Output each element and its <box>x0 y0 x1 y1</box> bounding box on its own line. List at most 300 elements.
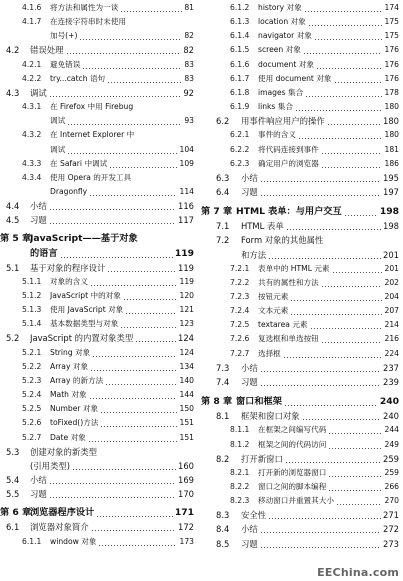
toc-leader-dots <box>285 462 381 463</box>
toc-page-number: 109 <box>179 158 194 168</box>
toc-leader-dots <box>91 530 176 531</box>
toc-leader-dots <box>92 356 177 357</box>
toc-leader-dots <box>49 497 176 498</box>
toc-title: 将代码连接到事件 <box>258 144 319 154</box>
toc-entry <box>0 143 196 157</box>
toc-leader-dots <box>90 370 177 371</box>
toc-entry <box>201 508 401 522</box>
toc-title: navigator 对象 <box>258 31 312 41</box>
toc-leader-dots <box>109 167 177 168</box>
toc-page-number: 270 <box>384 496 399 506</box>
toc-entry <box>201 86 401 100</box>
toc-chapter-row <box>0 232 196 246</box>
toc-entry <box>201 304 401 318</box>
toc-chapter-row <box>201 395 401 409</box>
toc-title: JavaScript 中的对象 <box>50 291 121 300</box>
toc-number: 6.3 <box>216 172 230 183</box>
toc-entry <box>201 438 401 452</box>
toc-title: try...catch 语句 <box>50 73 106 83</box>
toc-page-number: 169 <box>178 474 194 485</box>
toc-title: 按钮元素 <box>258 292 289 301</box>
toc-number: 5.1.1 <box>22 276 42 286</box>
toc-title: (引用类型) <box>30 460 71 471</box>
toc-number: 8.2 <box>216 453 230 464</box>
toc-leader-dots <box>332 272 382 273</box>
toc-title: 在框架之间编写代码 <box>258 425 327 435</box>
toc-leader-dots <box>310 328 382 329</box>
toc-number: 5.2.3 <box>22 375 42 385</box>
toc-leader-dots <box>260 181 381 182</box>
toc-title: 对象的含义 <box>50 276 88 286</box>
toc-number: 5.1.4 <box>22 319 42 329</box>
toc-title: screen 对象 <box>258 45 301 55</box>
toc-page-number: 214 <box>384 320 399 330</box>
toc-title: 窗口和框架 <box>236 396 282 408</box>
toc-page-number: 224 <box>384 348 399 358</box>
toc-number: 8.2.1 <box>230 467 250 477</box>
toc-page-number: 151 <box>179 432 194 442</box>
toc-title: 小结 <box>241 524 258 535</box>
toc-entry <box>0 317 196 331</box>
toc-chapter-row <box>0 247 196 261</box>
toc-leader-dots <box>328 476 382 477</box>
toc-title: 在连接字符串时未使用 <box>50 17 126 27</box>
toc-title: 习题 <box>241 186 258 197</box>
toc-leader-dots <box>344 215 378 216</box>
toc-page-number: 93 <box>184 116 194 126</box>
toc-leader-dots <box>105 384 177 385</box>
toc-title: 用事件响应用户的操作 <box>241 116 325 127</box>
toc-title: 确定用户的浏览器 <box>258 158 319 168</box>
toc-number: 5.3 <box>6 446 20 457</box>
toc-entry <box>201 72 401 86</box>
toc-entry <box>201 347 401 361</box>
toc-entry <box>201 452 401 466</box>
toc-page-number: 201 <box>384 263 399 273</box>
toc-leader-dots <box>327 124 381 125</box>
toc-entry <box>0 473 196 487</box>
toc-page-number: 198 <box>379 206 399 218</box>
toc-leader-dots <box>89 398 177 399</box>
toc-entry <box>0 43 196 57</box>
toc-number: 7.2.2 <box>230 277 250 287</box>
toc-page-number: 239 <box>383 376 399 387</box>
toc-number: 8.5 <box>216 538 230 549</box>
toc-number: 5.1.2 <box>22 291 42 300</box>
toc-entry <box>0 100 196 114</box>
toc-page-number: 120 <box>179 291 194 300</box>
toc-entry <box>201 494 401 508</box>
toc-title: JavaScript 的内置对象类型 <box>30 333 134 344</box>
toc-number: 4.4 <box>6 201 20 212</box>
toc-leader-dots <box>314 39 382 40</box>
toc-leader-dots <box>96 516 173 517</box>
toc-leader-dots <box>67 124 182 125</box>
toc-leader-dots <box>82 68 182 69</box>
toc-entry <box>201 276 401 290</box>
toc-leader-dots <box>72 469 176 470</box>
toc-leader-dots <box>49 223 176 224</box>
toc-page-number: 150 <box>179 404 194 414</box>
toc-number: 5.4 <box>6 474 20 485</box>
toc-entry <box>201 233 401 247</box>
toc-number: 8.1 <box>216 411 230 422</box>
toc-entry <box>201 114 401 128</box>
toc-leader-dots <box>49 483 176 484</box>
toc-entry <box>0 402 196 416</box>
toc-title: 安全性 <box>241 510 267 521</box>
toc-number: 6.1.2 <box>230 3 250 12</box>
toc-entry <box>201 43 401 57</box>
toc-title: 共有的属性和方法 <box>258 277 319 287</box>
toc-page-number: 259 <box>384 467 399 477</box>
toc-title: 复选框和单选按钮 <box>258 334 319 344</box>
toc-page-number: 240 <box>383 411 399 422</box>
toc-page-number: 134 <box>179 361 194 371</box>
toc-number: 7.3 <box>216 362 230 373</box>
toc-title: textarea 元素 <box>258 320 308 330</box>
toc-leader-dots <box>308 25 382 26</box>
toc-leader-dots <box>303 53 382 54</box>
toc-leader-dots <box>88 441 177 442</box>
toc-title: 在 Firefox 中用 Firebug <box>50 102 134 112</box>
toc-leader-dots <box>120 327 177 328</box>
toc-leader-dots <box>120 11 182 12</box>
toc-number: 4.1.6 <box>22 3 42 12</box>
toc-leader-dots <box>268 258 381 259</box>
toc-leader-dots <box>260 532 381 533</box>
toc-page-number: 180 <box>383 116 399 127</box>
toc-page-number: 273 <box>383 538 399 549</box>
toc-leader-dots <box>49 96 181 97</box>
toc-entry <box>0 360 196 374</box>
toc-number: 4.3.4 <box>22 172 42 182</box>
toc-number: 第 8 章 <box>201 396 233 408</box>
toc-page-number: 181 <box>384 144 399 154</box>
toc-entry <box>201 171 401 185</box>
toc-entry <box>0 213 196 227</box>
toc-page-number: 244 <box>384 425 399 435</box>
toc-entry <box>0 346 196 360</box>
toc-title: Math 对象 <box>50 390 87 400</box>
toc-number: 4.2.1 <box>22 59 42 69</box>
toc-entry <box>0 289 196 303</box>
toc-title: 和方法 <box>241 249 267 260</box>
toc-leader-dots <box>321 342 382 343</box>
toc-page-number: 176 <box>384 73 399 83</box>
toc-entry <box>0 114 196 128</box>
watermark: EEChina.com <box>317 566 399 579</box>
toc-entry <box>201 423 401 437</box>
toc-number: 6.1.1 <box>22 536 42 546</box>
toc-entry <box>201 522 401 536</box>
toc-page-number: 271 <box>383 510 399 521</box>
toc-title: JavaScript——基于对象 <box>30 233 138 245</box>
toc-entry <box>201 290 401 304</box>
toc-number: 7.2.3 <box>230 292 250 301</box>
toc-entry <box>0 303 196 317</box>
toc-title: Array 的新方法 <box>50 375 104 385</box>
toc-leader-dots <box>316 68 382 69</box>
toc-number: 7.2.4 <box>230 306 250 316</box>
toc-number: 6.2.2 <box>230 144 250 154</box>
toc-title: Number 对象 <box>50 404 99 414</box>
toc-number: 6.1.4 <box>230 31 250 41</box>
toc-title: 基本数据类型与对象 <box>50 319 119 329</box>
toc-title: 框架之间的代码访问 <box>258 439 327 449</box>
toc-page-number: 186 <box>384 158 399 168</box>
toc-entry <box>201 1 401 15</box>
toc-number: 6.1.5 <box>230 45 250 55</box>
toc-entry <box>0 431 196 445</box>
toc-title: 习题 <box>30 215 47 226</box>
toc-number: 6.1.9 <box>230 102 250 112</box>
toc-title: 在 Internet Explorer 中 <box>50 130 135 140</box>
toc-leader-dots <box>98 545 177 546</box>
toc-page-number: 81 <box>184 3 194 12</box>
toc-chapter-row <box>201 205 401 219</box>
toc-leader-dots <box>49 209 176 210</box>
toc-entry <box>201 157 401 171</box>
toc-number: 6.1.6 <box>230 59 250 69</box>
toc-leader-dots <box>286 229 381 230</box>
toc-entry <box>0 261 196 275</box>
toc-page-number: 201 <box>383 249 399 260</box>
toc-leader-dots <box>123 299 177 300</box>
toc-page-number: 170 <box>178 489 194 500</box>
toc-page-number: 83 <box>184 73 194 83</box>
toc-title: 习题 <box>241 538 258 549</box>
toc-leader-dots <box>260 371 381 372</box>
toc-number: 第 5 章 <box>0 233 32 245</box>
toc-title: 加号(+) <box>50 31 78 41</box>
toc-entry <box>201 361 401 375</box>
toc-title: 事件的含义 <box>258 130 296 140</box>
toc-leader-dots <box>305 96 382 97</box>
toc-title: 小结 <box>241 362 258 373</box>
toc-number: 8.1.2 <box>230 439 250 449</box>
toc-leader-dots <box>328 490 382 491</box>
toc-entry <box>0 520 196 534</box>
toc-entry <box>201 466 401 480</box>
toc-page-number: 237 <box>383 362 399 373</box>
toc-title: Form 对象的其他属性 <box>241 235 324 246</box>
toc-title: HTML 表单 <box>241 221 284 232</box>
toc-leader-dots <box>67 153 177 154</box>
toc-number: 8.1.1 <box>230 425 250 435</box>
toc-number: 4.5 <box>6 215 20 226</box>
toc-page-number: 174 <box>384 3 399 12</box>
toc-entry <box>0 459 196 473</box>
toc-number: 8.3 <box>216 510 230 521</box>
toc-leader-dots <box>107 271 176 272</box>
toc-entry <box>201 143 401 157</box>
toc-leader-dots <box>336 504 382 505</box>
toc-page-number: 240 <box>379 396 399 408</box>
toc-number: 4.1.7 <box>22 17 42 27</box>
toc-title: 的语言 <box>30 247 58 259</box>
toc-page-number: 198 <box>383 221 399 232</box>
toc-title: document 对象 <box>258 59 314 69</box>
toc-title: 小结 <box>30 474 47 485</box>
toc-entry <box>0 171 196 185</box>
toc-title: location 对象 <box>258 17 306 27</box>
toc-page-number: 119 <box>178 262 194 273</box>
toc-number: 5.2 <box>6 333 20 344</box>
toc-number: 6.2.1 <box>230 130 250 140</box>
toc-page-number: 202 <box>384 277 399 287</box>
toc-entry <box>0 199 196 213</box>
toc-number: 7.2.6 <box>230 334 250 344</box>
toc-page-number: 204 <box>384 292 399 301</box>
toc-entry <box>201 332 401 346</box>
toc-page-number: 175 <box>384 17 399 27</box>
toc-entry <box>0 535 196 549</box>
toc-page-number: 119 <box>174 247 194 259</box>
toc-title: 将方法和属性为一谈 <box>50 3 119 12</box>
toc-number: 7.2.1 <box>230 263 250 273</box>
toc-title: 浏览器对象简介 <box>30 522 89 533</box>
toc-entry <box>0 487 196 501</box>
toc-number: 8.4 <box>216 524 230 535</box>
toc-title: 移动窗口并重置其大小 <box>258 496 334 506</box>
toc-page-number: 216 <box>384 334 399 344</box>
toc-title: 小结 <box>241 172 258 183</box>
toc-number: 4.3.3 <box>22 158 42 168</box>
toc-page-number: 124 <box>178 333 194 344</box>
toc-title: 错误处理 <box>30 45 64 56</box>
toc-number: 4.3.2 <box>22 130 42 140</box>
toc-page-number: 207 <box>384 306 399 316</box>
toc-number: 5.2.7 <box>22 432 42 442</box>
toc-number: 5.1.3 <box>22 305 42 315</box>
toc-page-number: 195 <box>383 172 399 183</box>
toc-number: 8.2.3 <box>230 496 250 506</box>
toc-entry <box>0 86 196 100</box>
toc-entry <box>0 29 196 43</box>
toc-page-number: 173 <box>179 536 194 546</box>
toc-entry <box>201 58 401 72</box>
toc-title: 小结 <box>30 201 47 212</box>
toc-title: HTML 表单：与用户交互 <box>236 206 342 218</box>
toc-leader-dots <box>290 300 382 301</box>
toc-page-number: 171 <box>174 507 194 519</box>
toc-number: 第 7 章 <box>201 206 233 218</box>
toc-leader-dots <box>283 357 382 358</box>
toc-page-number: 160 <box>178 460 194 471</box>
toc-entry <box>201 15 401 29</box>
toc-page-number: 176 <box>384 59 399 69</box>
toc-page-number: 180 <box>384 130 399 140</box>
toc-number: 6.1.3 <box>230 17 250 27</box>
toc-entry <box>0 331 196 345</box>
toc-title: 使用 document 对象 <box>258 73 332 83</box>
toc-title: 表单中的 HTML 元素 <box>258 263 330 273</box>
toc-title: 文本元素 <box>258 306 289 316</box>
toc-page-number: 197 <box>383 186 399 197</box>
toc-page-number: 117 <box>178 215 194 226</box>
toc-number: 7.2 <box>216 235 230 246</box>
toc-number: 4.2.2 <box>22 73 42 83</box>
toc-leader-dots <box>284 405 378 406</box>
toc-number: 6.1 <box>6 522 20 533</box>
toc-number: 5.2.2 <box>22 361 42 371</box>
toc-leader-dots <box>107 82 182 83</box>
toc-entry <box>201 219 401 233</box>
toc-title: 浏览器程序设计 <box>30 507 95 519</box>
toc-leader-dots <box>334 82 382 83</box>
toc-entry <box>201 262 401 276</box>
toc-number: 4.3.1 <box>22 102 42 112</box>
toc-title: 使用 JavaScript 对象 <box>50 305 124 315</box>
toc-leader-dots <box>100 426 177 427</box>
toc-entry <box>0 416 196 430</box>
toc-title: 习题 <box>241 376 258 387</box>
toc-number: 第 6 章 <box>0 507 32 519</box>
toc-leader-dots <box>321 167 382 168</box>
toc-leader-dots <box>295 110 382 111</box>
toc-title: 选择框 <box>258 348 281 358</box>
toc-leader-dots <box>260 195 381 196</box>
toc-title: 创建对象的新类型 <box>30 446 97 457</box>
toc-number: 5.5 <box>6 489 20 500</box>
toc-title: 调试 <box>50 144 66 154</box>
toc-leader-dots <box>79 39 182 40</box>
toc-title: 调试 <box>30 87 47 98</box>
toc-number: 6.1.8 <box>230 87 250 97</box>
toc-leader-dots <box>260 547 381 548</box>
toc-leader-dots <box>328 448 382 449</box>
toc-leader-dots <box>321 286 382 287</box>
toc-number: 5.2.4 <box>22 390 42 400</box>
toc-page-number: 92 <box>183 87 194 98</box>
toc-number: 5.2.5 <box>22 404 42 414</box>
toc-number: 6.2.3 <box>230 158 250 168</box>
toc-entry <box>0 128 196 142</box>
toc-title: 习题 <box>30 489 47 500</box>
toc-leader-dots <box>260 385 381 386</box>
toc-entry <box>0 445 196 459</box>
toc-entry <box>201 29 401 43</box>
toc-entry <box>0 72 196 86</box>
toc-number: 7.2.5 <box>230 320 250 330</box>
toc-number: 5.1 <box>6 262 20 273</box>
toc-entry <box>201 128 401 142</box>
toc-title: 调试 <box>50 116 66 126</box>
toc-page-number: 82 <box>183 45 194 56</box>
toc-page-number: 266 <box>384 481 399 491</box>
toc-page-number: 144 <box>179 390 194 400</box>
toc-page-number: 151 <box>179 418 194 428</box>
toc-page-number: 123 <box>179 319 194 329</box>
toc-page-number: 124 <box>179 347 194 357</box>
toc-title: history 对象 <box>258 3 302 12</box>
toc-leader-dots <box>298 138 382 139</box>
toc-title: images 集合 <box>258 87 304 97</box>
toc-title: Dragonfly <box>50 186 88 196</box>
toc-entry <box>201 318 401 332</box>
toc-leader-dots <box>321 153 382 154</box>
toc-page-number: 83 <box>184 59 194 69</box>
toc-title: 框架和窗口对象 <box>241 411 300 422</box>
toc-entry <box>201 248 401 262</box>
toc-page-number: 178 <box>384 87 399 97</box>
toc-page-number: 175 <box>384 31 399 41</box>
toc-number: 4.2 <box>6 45 20 56</box>
toc-number: 6.4 <box>216 186 230 197</box>
toc-page-number: 259 <box>383 453 399 464</box>
toc-number: 7.4 <box>216 376 230 387</box>
